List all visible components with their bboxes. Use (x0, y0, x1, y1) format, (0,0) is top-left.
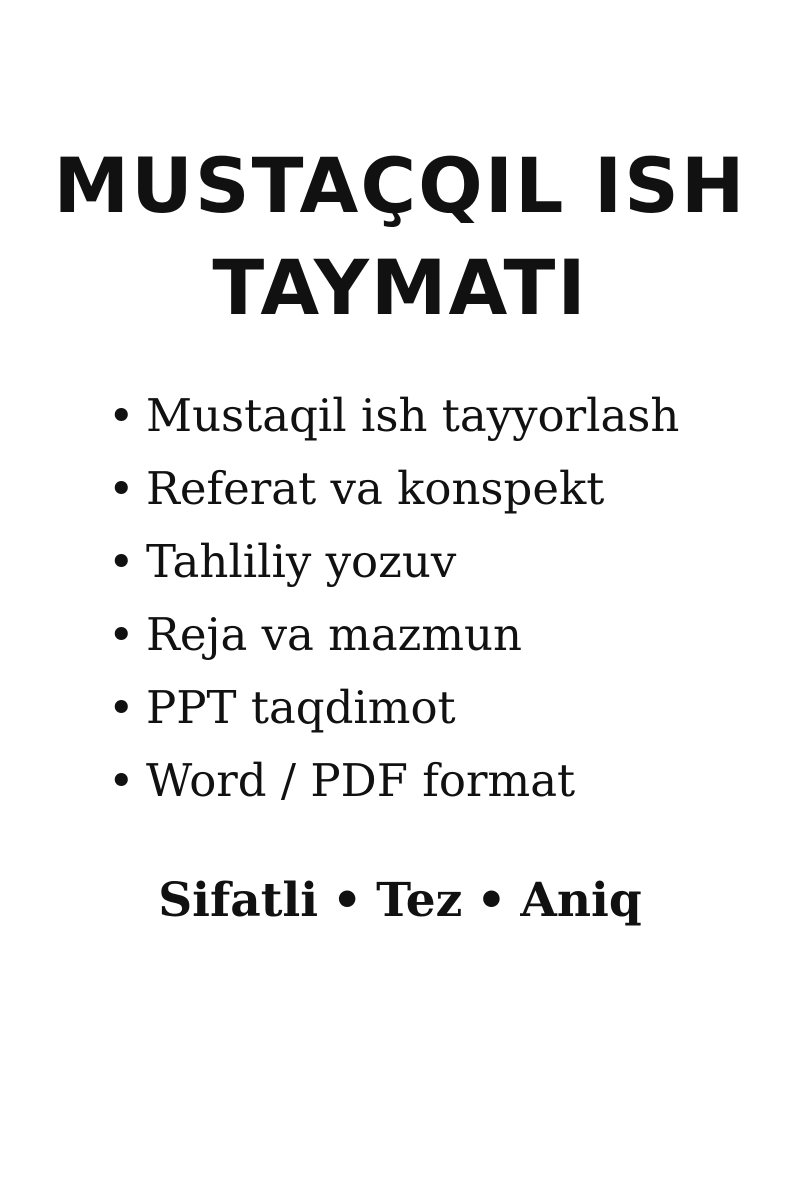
service-label: PPT taqdimot (146, 681, 456, 734)
service-label: Reja va mazmun (146, 608, 522, 661)
tagline-word-accurate: Aniq (520, 873, 642, 928)
service-item (108, 755, 679, 828)
bullet-icon: • (108, 608, 135, 661)
tagline (0, 872, 800, 930)
service-label: Mustaqil ish tayyorlash (146, 389, 680, 442)
services-list (108, 390, 679, 828)
service-label: Referat va konspekt (146, 462, 605, 515)
bullet-icon: • (108, 681, 135, 734)
service-item (108, 536, 679, 609)
separator-dot-icon: • (476, 873, 507, 928)
poster-title-line-2: TAYMATI (212, 243, 588, 332)
service-item (108, 682, 679, 755)
service-item (108, 463, 679, 536)
bullet-icon: • (108, 535, 135, 588)
service-label: Word / PDF format (146, 754, 576, 807)
bullet-icon: • (108, 462, 135, 515)
service-label: Tahliliy yozuv (146, 535, 457, 588)
bullet-icon: • (108, 389, 135, 442)
tagline-word-fast: Tez (376, 873, 463, 928)
bullet-icon: • (108, 754, 135, 807)
service-item (108, 390, 679, 463)
service-item (108, 609, 679, 682)
poster-title-line-1: MUSTAÇQIL ISH (53, 141, 747, 230)
tagline-word-quality: Sifatli (158, 873, 319, 928)
separator-dot-icon: • (332, 873, 363, 928)
